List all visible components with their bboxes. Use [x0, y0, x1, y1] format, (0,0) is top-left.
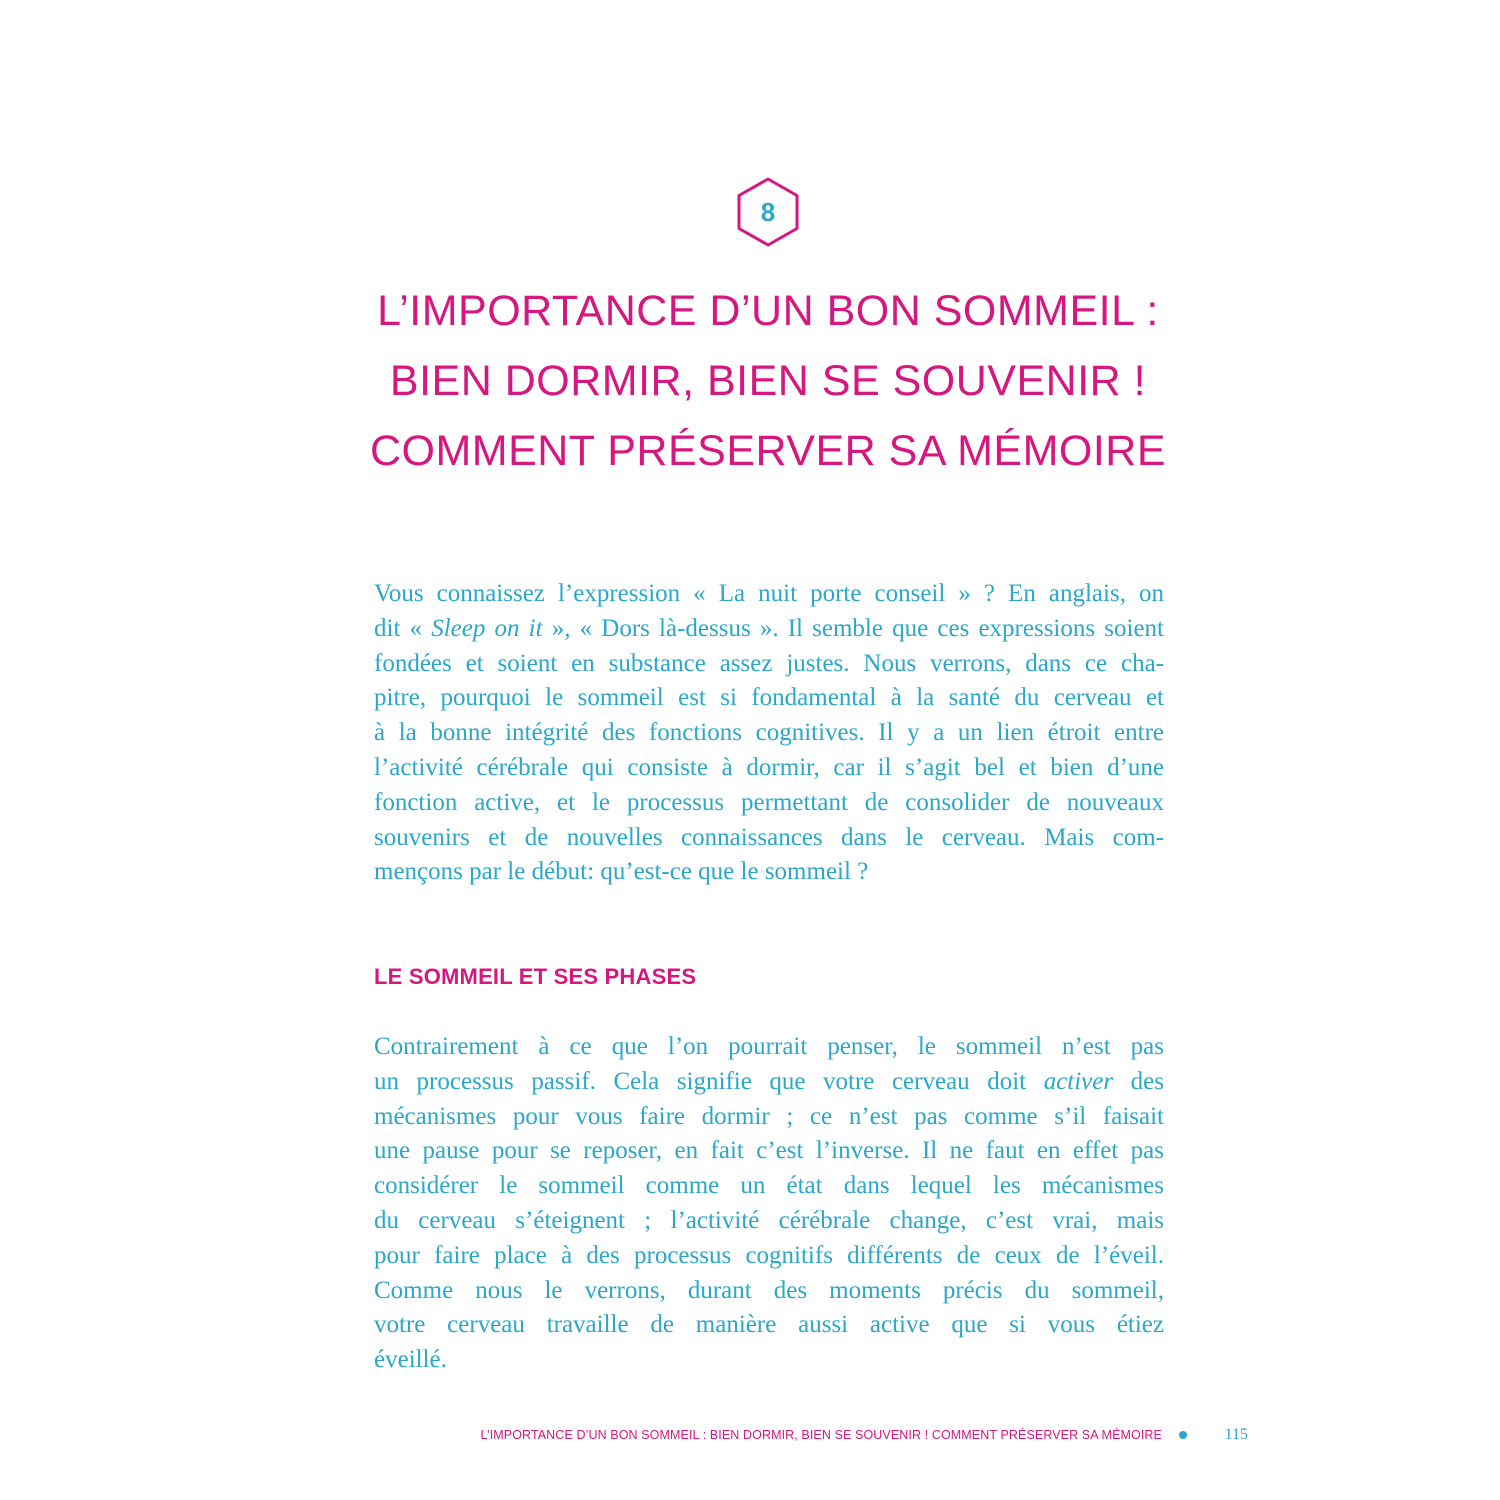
section-heading: LE SOMMEIL ET SES PHASES	[374, 964, 697, 989]
paragraph-line: dit « Sleep on it », « Dors là-dessus ». Il semble que ces expressions soient	[374, 614, 1164, 642]
paragraph-line: pitre, pourquoi le sommeil est si fondamental à la santé du cerveau et	[374, 684, 1164, 712]
paragraph-line: Contrairement à ce que l’on pourrait penser, le sommeil n’est pas	[374, 1033, 1164, 1060]
paragraph-line: fondées et soient en substance assez justes. Nous verrons, dans ce cha-	[374, 649, 1164, 677]
running-title: L’IMPORTANCE D’UN BON SOMMEIL : BIEN DORMIR, BIEN SE SOUVENIR ! COMMENT PRÉSERVER SA MÉMOIRE	[480, 1428, 1162, 1442]
italic-word: activer	[1043, 1067, 1114, 1095]
paragraph-line: mécanismes pour vous faire dormir ; ce n’est pas comme s’il faisait	[374, 1102, 1164, 1130]
paragraph-line: considérer le sommeil comme un état dans lequel les mécanismes	[374, 1172, 1164, 1200]
section-paragraph	[374, 1030, 1164, 1378]
paragraph-line: Comme nous le verrons, durant des moments précis du sommeil,	[374, 1276, 1164, 1304]
intro-paragraph	[374, 577, 1164, 890]
paragraph-line: une pause pour se reposer, en fait c’est l’inverse. Il ne faut en effet pas	[374, 1137, 1164, 1165]
chapter-number: 8	[760, 197, 776, 227]
paragraph-line: à la bonne intégrité des fonctions cognitives. Il y a un lien étroit entre	[374, 719, 1164, 747]
bullet-dot-icon	[1179, 1431, 1187, 1439]
chapter-title-line: COMMENT PRÉSERVER SA MÉMOIRE	[369, 427, 1167, 475]
paragraph-line: Vous connaissez l’expression « La nuit porte conseil » ? En anglais, on	[374, 580, 1164, 607]
chapter-badge	[736, 176, 800, 248]
paragraph-line: mençons par le début: qu’est-ce que le sommeil ?	[374, 858, 869, 886]
chapter-title-line: L’IMPORTANCE D’UN BON SOMMEIL :	[377, 287, 1159, 335]
paragraph-line: du cerveau s’éteignent ; l’activité cérébrale change, c’est vrai, mais	[374, 1206, 1164, 1234]
paragraph-line: l’activité cérébrale qui consiste à dormir, car il s’agit bel et bien d’une	[374, 753, 1164, 781]
paragraph-line: pour faire place à des processus cognitifs différents de ceux de l’éveil.	[374, 1241, 1164, 1269]
italic-phrase: Sleep on it	[431, 614, 543, 642]
paragraph-line: votre cerveau travaille de manière aussi active que si vous étiez	[374, 1311, 1164, 1339]
paragraph-line: un processus passif. Cela signifie que votre cerveau doit activer des	[374, 1067, 1164, 1095]
chapter-title	[300, 276, 1236, 486]
page-number: 115	[1224, 1426, 1248, 1443]
paragraph-line: fonction active, et le processus permettant de consolider de nouveaux	[374, 788, 1164, 816]
chapter-title-line: BIEN DORMIR, BIEN SE SOUVENIR !	[389, 357, 1147, 405]
page-footer	[400, 1424, 1250, 1446]
paragraph-line: souvenirs et de nouvelles connaissances dans le cerveau. Mais com-	[374, 823, 1164, 851]
paragraph-line: éveillé.	[374, 1346, 447, 1374]
